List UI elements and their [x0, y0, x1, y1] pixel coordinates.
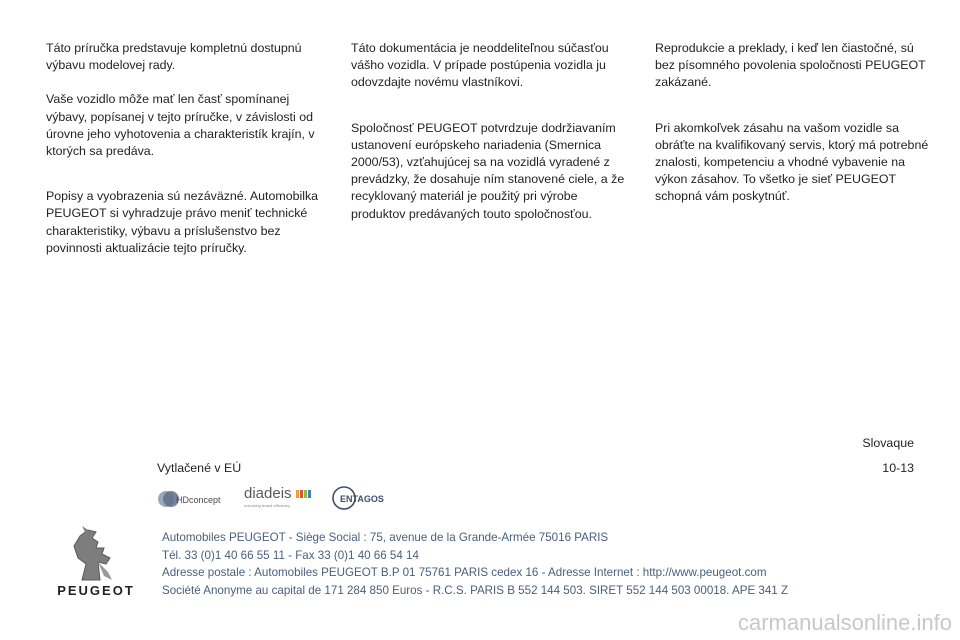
paragraph-scope: Táto príručka predstavuje kompletnú dostupnú výbavu modelovej rady. [46, 41, 302, 73]
paragraph-service: Pri akomkoľvek zásahu na vašom vozidle sa obráťte na kvalifikovaný servis, ktorý má potrebné znalosti, kompetenciu a vhodné vybavenie na výkon zásahov. To všetko je sieť PEUGEOT schopná vám poskytnúť. [655, 120, 929, 204]
entagos-logo-text: ENTAGOS [340, 494, 384, 504]
peugeot-lion-logo [52, 524, 136, 584]
hdconcept-logo-icon [156, 487, 228, 511]
lion-icon [52, 524, 136, 584]
edition-label: 10-13 [882, 461, 914, 475]
paragraph-disclaimer: Popisy a vyobrazenia sú nezáväzné. Automobilka PEUGEOT si vyhradzuje právo meniť technické charakteristiky, výbavu a príslušenstvo bez povinnosti aktualizácie tejto príručky. [46, 189, 319, 255]
text-column-3 [655, 40, 930, 206]
printed-label: Vytlačené v EÚ [157, 461, 242, 475]
watermark: carmanualsonline.info [737, 610, 952, 635]
text-column-1 [46, 40, 321, 257]
address-line-1: Automobiles PEUGEOT - Siège Social : 75, avenue de la Grande-Armée 75016 PARIS [162, 531, 609, 544]
diadeis-logo [244, 484, 316, 508]
address-line-2: Tél. 33 (0)1 40 66 55 11 - Fax 33 (0)1 40 66 54 14 [162, 548, 419, 562]
text-column-2 [351, 40, 626, 223]
address-line-4: Société Anonyme au capital de 171 284 850 Euros - R.C.S. PARIS B 552 144 503. SIRET 552 144 503 00018. APE 341 Z [162, 584, 789, 598]
paragraph-reproduction: Reprodukcie a preklady, i keď len čiastočné, sú bez písomného povolenia spoločnosti PEUGEOT zakázané. [655, 41, 926, 90]
address-line-3: Adresse postale : Automobiles PEUGEOT B.P 01 75761 PARIS cedex 16 - Adresse Internet : http://www.peugeot.com [162, 566, 767, 580]
paragraph-documentation: Táto dokumentácia je neoddeliteľnou súčasťou vášho vozidla. V prípade postúpenia vozidla ju odovzdajte novému vlastníkovi. [351, 41, 609, 90]
language-label: Slovaque [862, 436, 914, 450]
diadeis-tagline: unlocking brand efficiency [244, 503, 290, 508]
entagos-logo [332, 485, 392, 509]
paragraph-equipment: Vaše vozidlo môže mať len časť spomínanej výbavy, popísanej v tejto príručke, v závislosti od úrovne jeho vyhotovenia a charakteristík krajín, v ktorých sa predáva. [46, 92, 315, 159]
hdconcept-logo-text: HDconcept [176, 495, 221, 505]
entagos-logo-icon [332, 485, 392, 511]
diadeis-logo-icon [244, 484, 316, 512]
hdconcept-logo [156, 487, 228, 511]
paragraph-recycling: Spoločnosť PEUGEOT potvrdzuje dodržiavaním ustanovení európskeho nariadenia (Smernica 2000/53), vzťahujúcej sa na vozidlá vyradené z prevádzky, že dosahuje ním stanovené ciele, a že recyklovaný materiál je použitý pri výrobe produktov predávaných touto spoločnosťou. [351, 120, 625, 221]
diadeis-logo-text: diadeis [244, 485, 292, 502]
peugeot-wordmark: PEUGEOT [57, 583, 135, 598]
company-address [162, 529, 862, 600]
